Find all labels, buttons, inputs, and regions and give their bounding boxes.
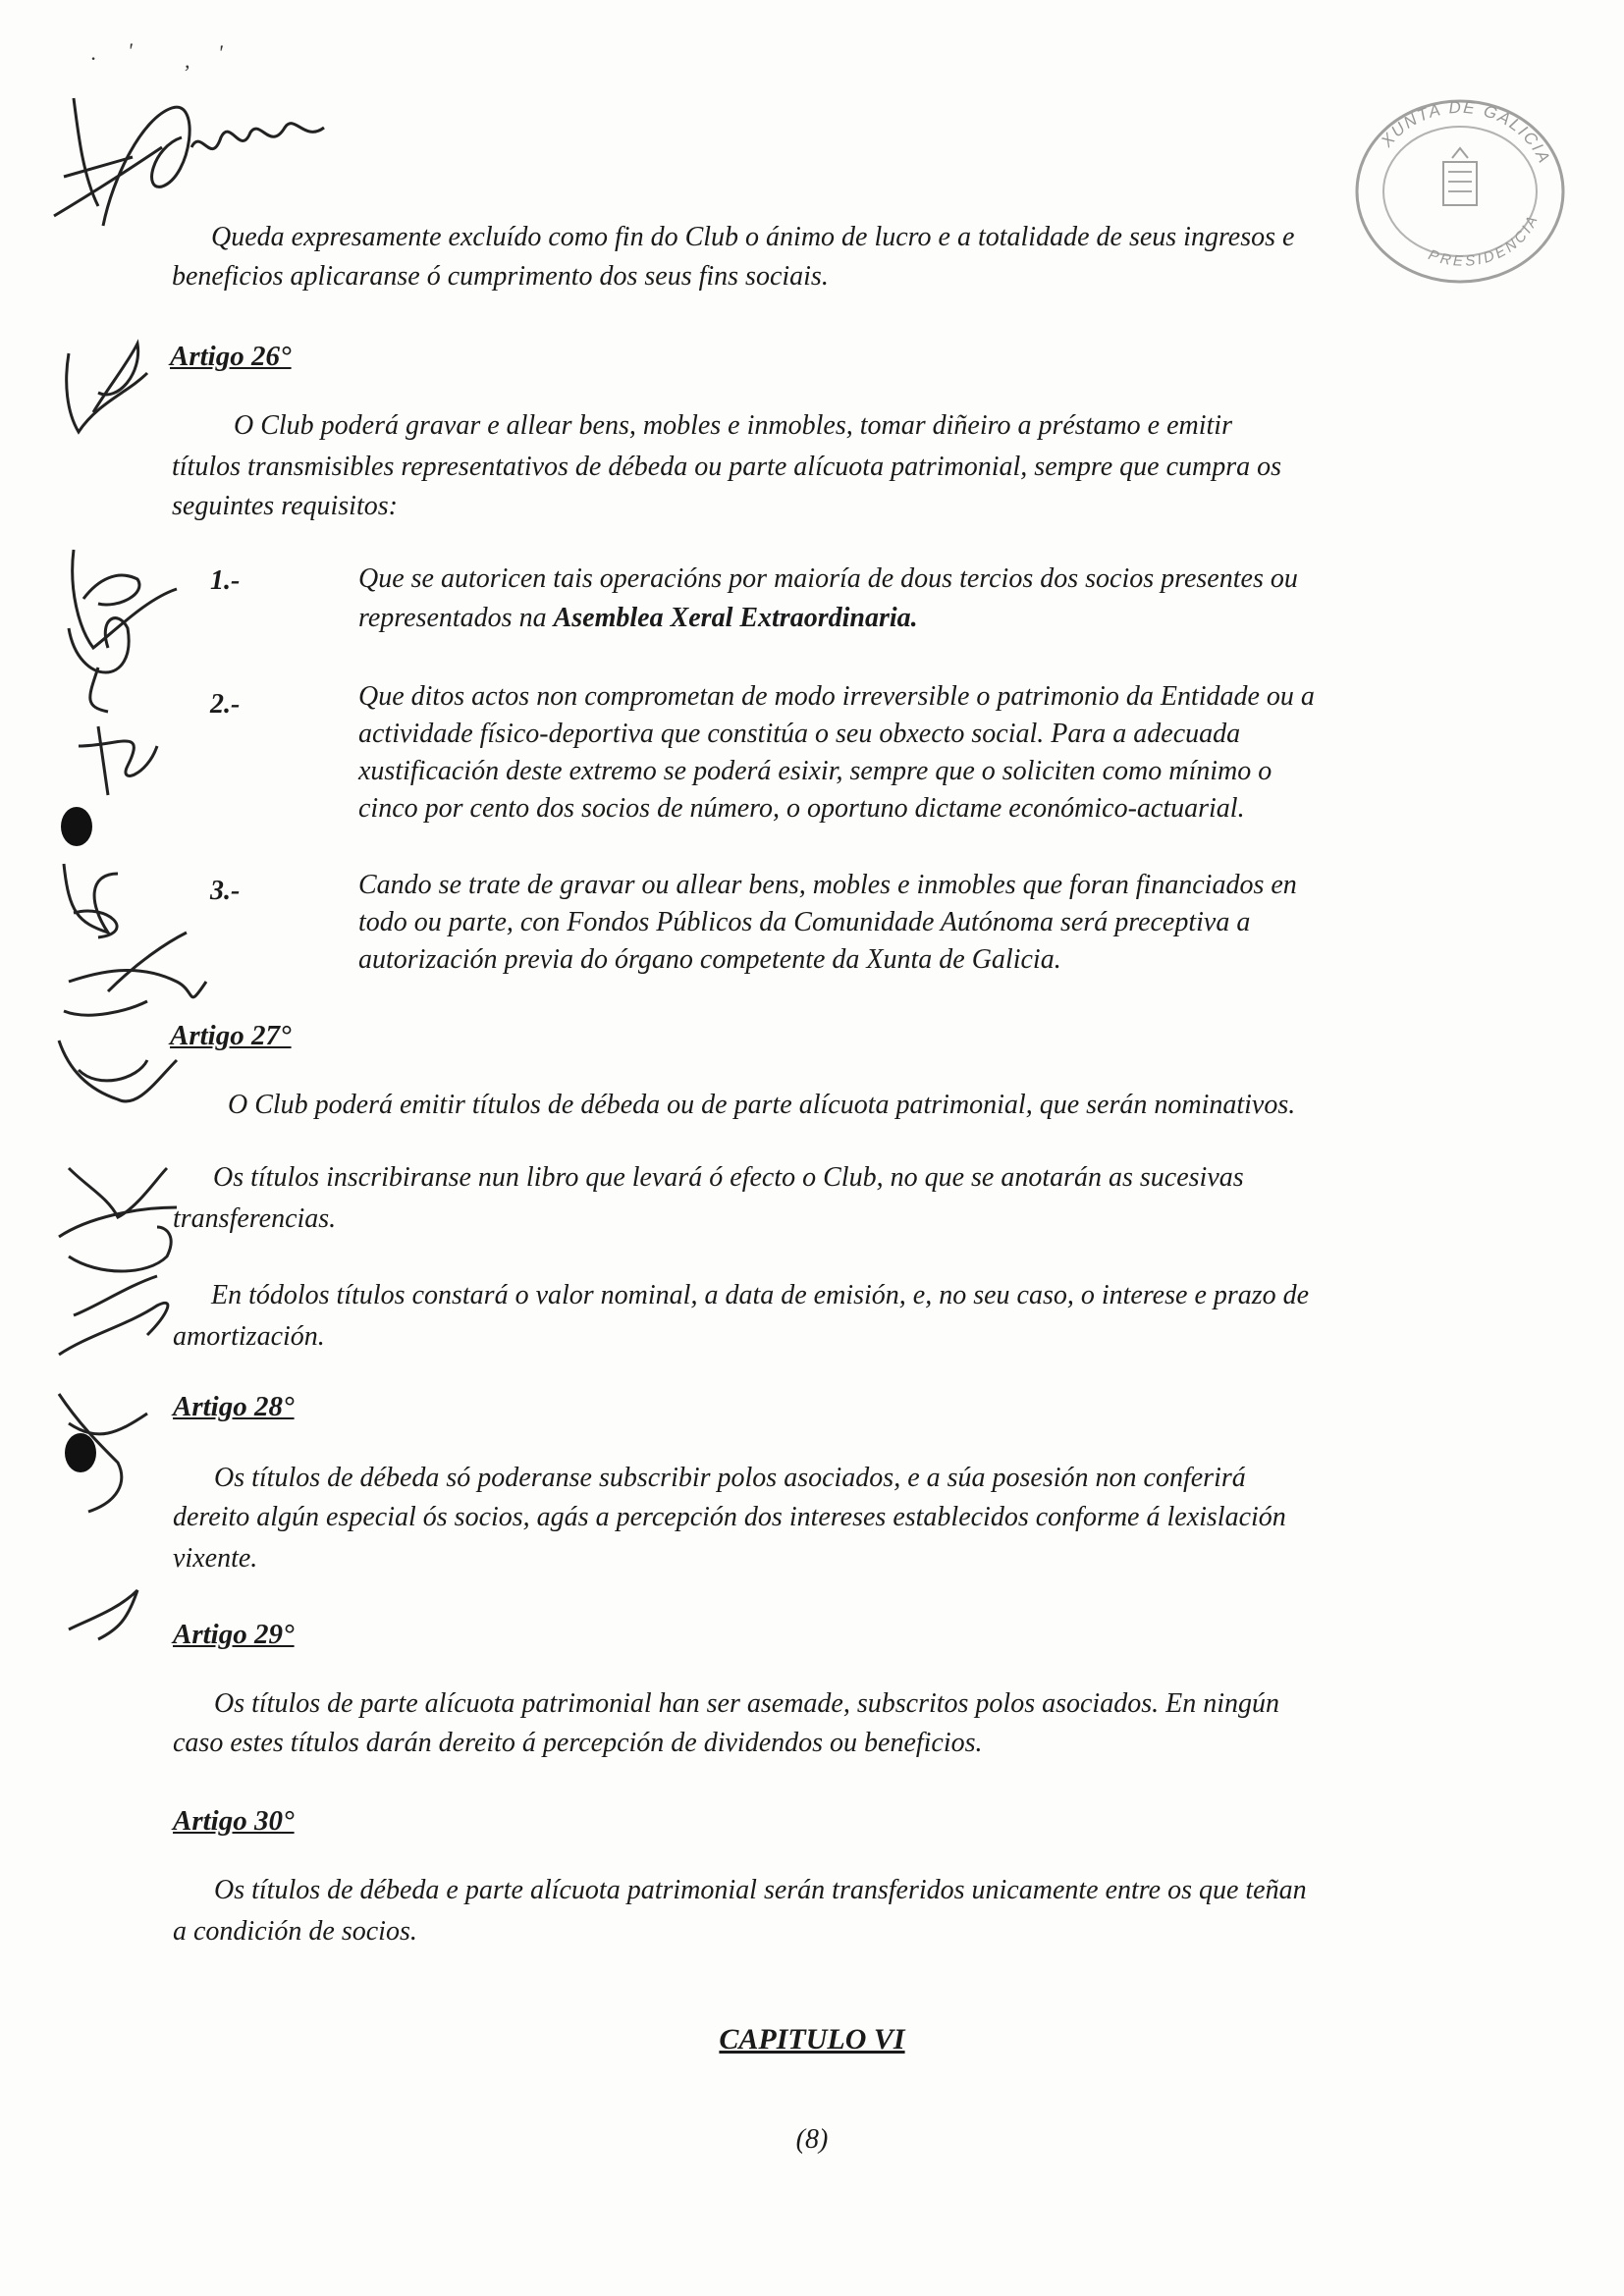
article-30-line-1: Os títulos de débeda e parte alícuota patrimonial serán transferidos unicamente entre os que teñan	[214, 1875, 1307, 1905]
article-26-body-line-2: títulos transmisibles representativos de débeda ou parte alícuota patrimonial, sempre que cumpra os	[172, 452, 1282, 482]
page-number: (8)	[795, 2124, 829, 2155]
article-27-paragraph-3-line-1: En tódolos títulos constará o valor nominal, a data de emisión, e, no seu caso, o interese e prazo de	[211, 1280, 1310, 1310]
article-30-heading: Artigo 30°	[173, 1805, 295, 1837]
chapter-heading: CAPITULO VI	[719, 2023, 905, 2056]
margin-initials-signatures	[0, 0, 258, 1669]
official-seal-stamp	[1350, 93, 1571, 290]
requirement-1-line-1: Que se autoricen tais operacións por maioría de dous tercios dos socios presentes ou	[358, 563, 1298, 594]
article-26-body-line-1: O Club poderá gravar e allear bens, mobles e inmobles, tomar diñeiro a préstamo e emitir	[234, 410, 1232, 441]
article-28-line-1: Os títulos de débeda só poderanse subscribir polos asociados, e a súa posesión non conferirá	[214, 1463, 1246, 1493]
requirement-2-line-2: actividade físico-deportiva que constitúa o seu obxecto social. Para a adecuada	[358, 719, 1241, 749]
requirement-2-number: 2.-	[210, 689, 241, 720]
article-29-line-1: Os títulos de parte alícuota patrimonial han ser asemade, subscritos polos asociados. En ningún	[214, 1688, 1279, 1719]
requirement-3-line-2: todo ou parte, con Fondos Públicos da Comunidade Autónoma será preceptiva a	[358, 907, 1251, 937]
requirement-3-line-1: Cando se trate de gravar ou allear bens, mobles e inmobles que foran financiados en	[358, 870, 1297, 900]
article-29-heading: Artigo 29°	[173, 1619, 295, 1650]
article-27-paragraph-2-line-1: Os títulos inscribiranse nun libro que levará ó efecto o Club, no que se anotarán as sucesivas	[213, 1162, 1244, 1193]
article-30-line-2: a condición de socios.	[173, 1916, 417, 1947]
requirement-1-line-2-text: representados na	[358, 603, 554, 633]
article-28-heading: Artigo 28°	[173, 1391, 295, 1422]
requirement-1-line-2	[358, 599, 1340, 637]
requirement-3-line-3: autorización previa do órgano competente da Xunta de Galicia.	[358, 944, 1061, 975]
requirement-2-line-3: xustificación deste extremo se poderá esixir, sempre que o soliciten como mínimo o	[358, 756, 1272, 786]
article-27-heading: Artigo 27°	[170, 1020, 292, 1051]
requirement-2-line-1: Que ditos actos non comprometan de modo irreversible o patrimonio da Entidade ou a	[358, 681, 1315, 712]
requirement-2-line-4: cinco por cento dos socios de número, o oportuno dictame económico-actuarial.	[358, 793, 1245, 824]
scan-speck: '	[218, 40, 223, 65]
requirement-1-number: 1.-	[210, 565, 241, 596]
article-27-paragraph-3-line-2: amortización.	[173, 1321, 325, 1352]
article-26-body-line-3: seguintes requisitos:	[172, 491, 398, 521]
intro-line-2: beneficios aplicaranse ó cumprimento dos seus fins sociais.	[172, 261, 829, 292]
article-28-line-2: dereito algún especial ós socios, agás a percepción dos intereses establecidos conforme á lexislación	[173, 1502, 1286, 1532]
intro-line-1: Queda expresamente excluído como fin do Club o ánimo de lucro e a totalidade de seus ingresos e	[211, 222, 1295, 252]
scan-speck: ·	[90, 46, 96, 71]
article-27-paragraph-1: O Club poderá emitir títulos de débeda ou de parte alícuota patrimonial, que serán nominativos.	[228, 1090, 1296, 1120]
article-28-line-3: vixente.	[173, 1543, 258, 1574]
article-26-heading: Artigo 26°	[170, 341, 292, 372]
scan-speck: '	[128, 38, 133, 63]
article-29-line-2: caso estes títulos darán dereito á percepción de dividendos ou beneficios.	[173, 1728, 983, 1758]
article-27-paragraph-2-line-2: transferencias.	[173, 1203, 337, 1234]
scan-speck: ,	[185, 48, 190, 73]
svg-text:XUNTA DE GALICIA: XUNTA DE GALICIA	[1377, 97, 1554, 168]
asemblea-xeral-extraordinaria: Asemblea Xeral Extraordinaria.	[553, 603, 918, 633]
requirement-3-number: 3.-	[210, 876, 241, 906]
svg-text:PRESIDENCIA: PRESIDENCIA	[1426, 211, 1543, 270]
